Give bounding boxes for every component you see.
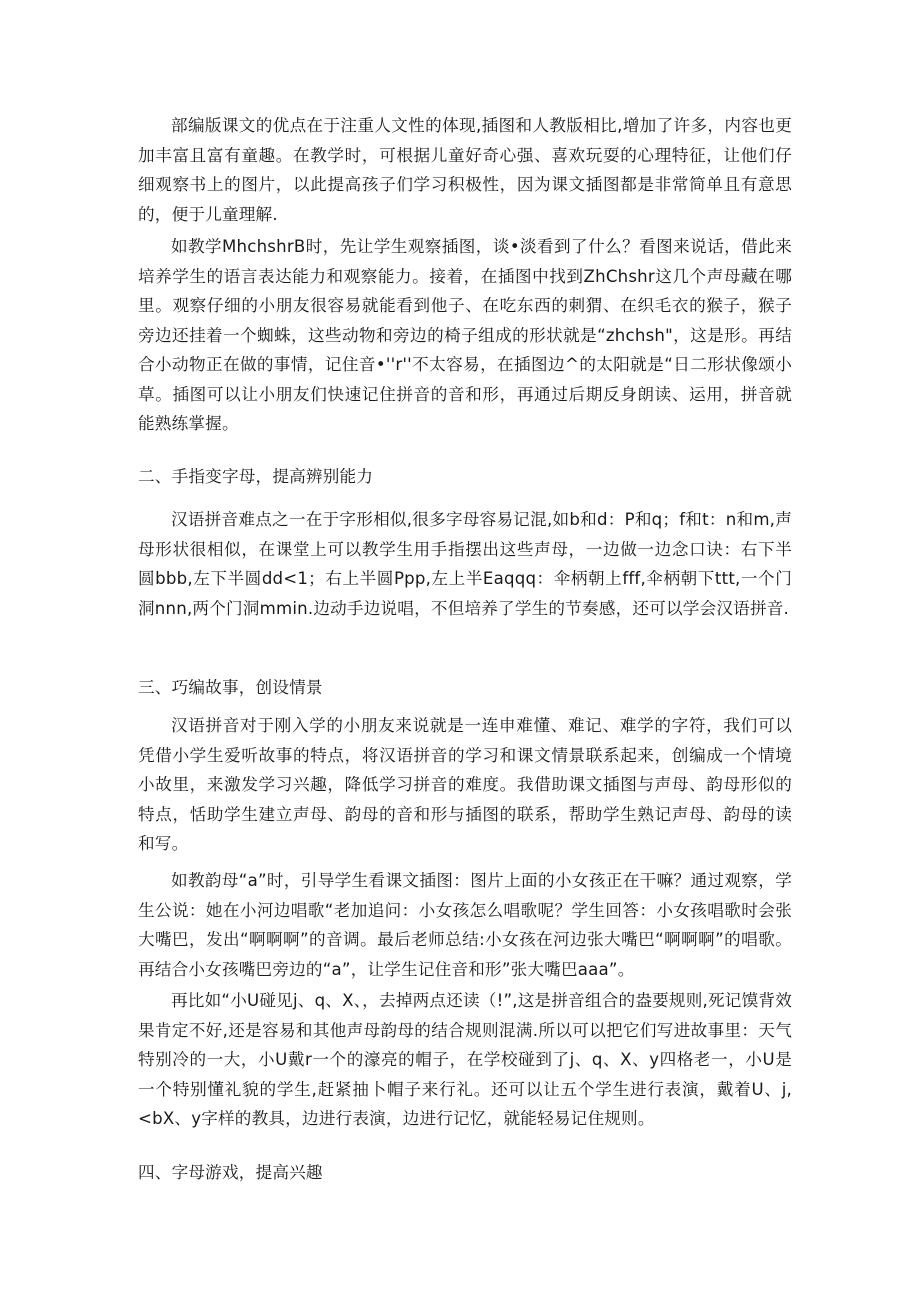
paragraph-finger-letters: 汉语拼音难点之一在于字形相似,很多字母容易记混,如b和d：P和q；f和t：n和m,声母形状很相似，在课堂上可以教学生用手指摆出这些声母，一边做一边念口诀：右下半圆bbb,左下半圆dd<1；右上半圆Ppp,左上半Eaqqq：伞柄朝上fff,伞柄朝下ttt,一个门洞nnn,两个门洞mmin.边动手边说唱，不但培养了学生的节奏感，还可以学会汉语拼音.	[138, 510, 792, 618]
paragraph-story-creation: 汉语拼音对于刚入学的小朋友来说就是一连申难懂、难记、难学的字符，我们可以凭借小学生爱听故事的特点，将汉语拼音的学习和课文情景联系起来，创编成一个情境小故里，来激发学习兴趣，降低学习拼音的难度。我借助课文插图与声母、韵母形似的特点，恬助学生建立声母、韵母的音和形与插图的联系，帮助学生熟记声母、韵母的读和写。	[138, 716, 792, 853]
paragraph-textbook-illustrations: 部编版课文的优点在于注重人文性的体现,插图和人教版相比,增加了许多，内容也更加丰富且富有童趣。在教学时，可根据儿童好奇心强、喜欢玩耍的心理特征，让他们仔细观察书上的图片，以此提高孩子们学习积极性，因为课文插图都是非常简单且有意思的，便于儿童理解.	[138, 116, 792, 224]
section-heading-3: 三、巧编故事，创设情景	[138, 678, 323, 697]
section-heading-2: 二、手指变字母，提高辨别能力	[138, 467, 374, 486]
paragraph-u-rule-story: 再比如“小U碰见j、q、X、，去掉两点还读（!”,这是拼音组合的盎要规则,死记馍背效果肯定不好,还是容易和其他声母韵母的结合规则混满.所以可以把它们写进故事里：天气特别冷的一大，小U戴r一个的濠亮的帽子，在学校碰到了j、q、X、y四格老一，小U是一个特别懂礼貌的学生,赶紧抽卜帽子来行礼。还可以让五个学生进行表演，戴着U、j,<bX、y字样的教具，边进行表演，边进行记忆，就能轻易记住规则。	[138, 991, 792, 1128]
paragraph-zhchshr-example: 如教学MhchshrB时，先让学生观察插图，谈•淡看到了什么？看图来说话，借此来培养学生的语言表达能力和观察能力。接着，在插图中找到ZhChshr这几个声母藏在哪里。观察仔细的小朋友很容易就能看到他子、在吃东西的刺猬、在织毛衣的猴子，猴子旁边还挂着一个蜘蛛，这些动物和旁边的椅子组成的形状就是“zhchsh"，这是形。再结合小动物正在做的事情，记住音•''r''不太容易，在插图边^的太阳就是“日二形状像颂小草。插图可以让小朋友们快速记住拼音的音和形，再通过后期反身朗读、运用，拼音就能熟练掌握。	[138, 237, 792, 433]
paragraph-vowel-a-example: 如教韵母“a”时，引导学生看课文插图：图片上面的小女孩正在干嘛？通过观察，学生公说：她在小河边唱歌“老加追问：小女孩怎么唱歌呢？学生回答：小女孩唱歌时会张大嘴巴，发出“啊啊啊”的音调。最后老师总结:小女孩在河边张大嘴巴“啊啊啊”的唱歌。再结合小女孩嘴巴旁边的“a”，让学生记住音和形”张大嘴巴aaa”。	[138, 871, 792, 979]
section-heading-4: 四、字母游戏，提高兴趣	[138, 1163, 323, 1182]
